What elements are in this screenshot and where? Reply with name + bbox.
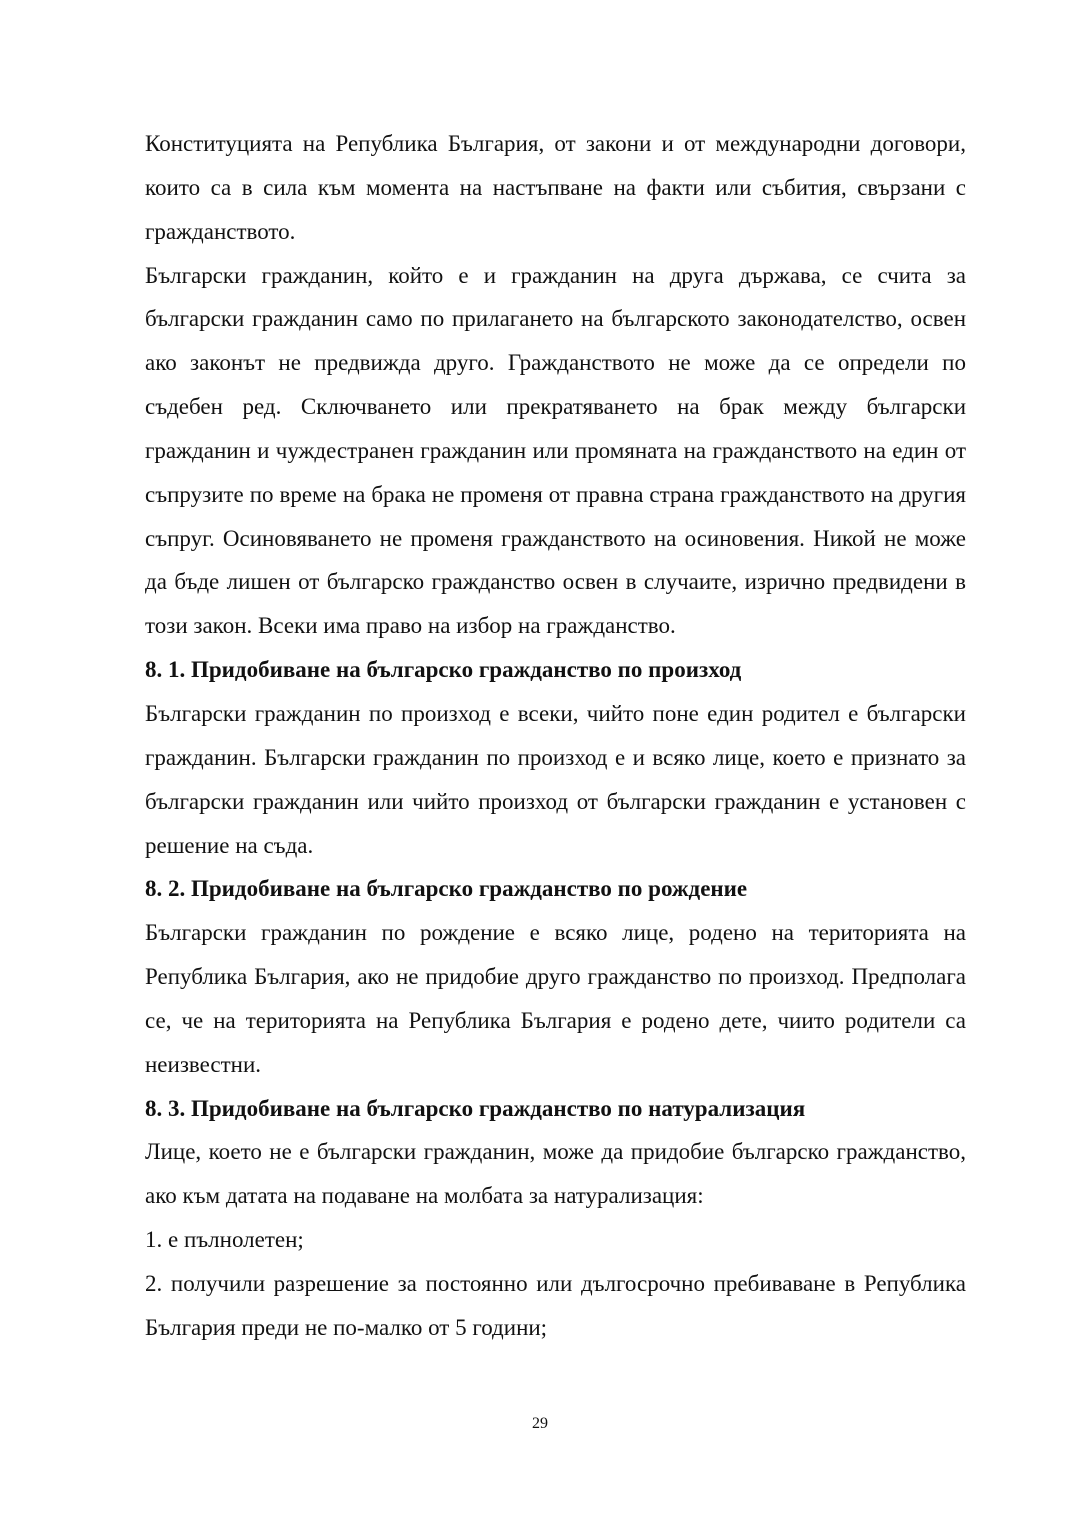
- section-heading-by-origin: 8. 1. Придобиване на българско гражданство по произход: [145, 657, 742, 683]
- paragraph-continuation: Конституцията на Република България, от закони и от международни договори, които са в сила към момента на настъпване на факти или събития, свързани с гражданството.: [145, 131, 966, 244]
- section-heading-by-birth: 8. 2. Придобиване на българско гражданство по рождение: [145, 876, 748, 902]
- document-body: [145, 122, 966, 1350]
- section-text-by-birth: Български гражданин по рождение е всяко лице, родено на територията на Република България, ако не придобие друго гражданство по произход. Предполага се, че на територията на Република България е родено дете, чиито родители са неизвестни.: [145, 920, 966, 1077]
- list-item: 1. е пълнолетен;: [145, 1227, 304, 1253]
- page-number: 29: [532, 1415, 548, 1432]
- section-heading-by-naturalization: 8. 3. Придобиване на българско гражданство по натурализация: [145, 1095, 806, 1121]
- paragraph-dual-citizenship: Български гражданин, който е и гражданин на друга държава, се счита за български гражданин само по прилагането на българското законодателство, освен ако законът не предвижда друго. Гражданството не може да се определи по съдебен ред. Сключването или прекратяването на брак между български гражданин и чуждестранен гражданин или промяната на гражданството на един от съпрузите по време на брака не променя от правна страна гражданството на другия съпруг. Осиновяването не променя гражданството на осиновения. Никой не може да бъде лишен от българско гражданство освен в случаите, изрично предвидени в този закон. Всеки има право на избор на гражданство.: [145, 262, 966, 639]
- section-text-by-naturalization: Лице, което не е български гражданин, може да придобие българско гражданство, ако към датата на подаване на молбата за натурализация:: [145, 1139, 966, 1209]
- list-item: 2. получили разрешение за постоянно или дългосрочно пребиваване в Република България преди не по-малко от 5 години;: [145, 1270, 966, 1340]
- section-text-by-origin: Български гражданин по произход е всеки, чийто поне един родител е български гражданин. Български гражданин по произход е и всяко лице, което е признато за български гражданин или чийто произход от български гражданин е установен с решение на съда.: [145, 700, 966, 858]
